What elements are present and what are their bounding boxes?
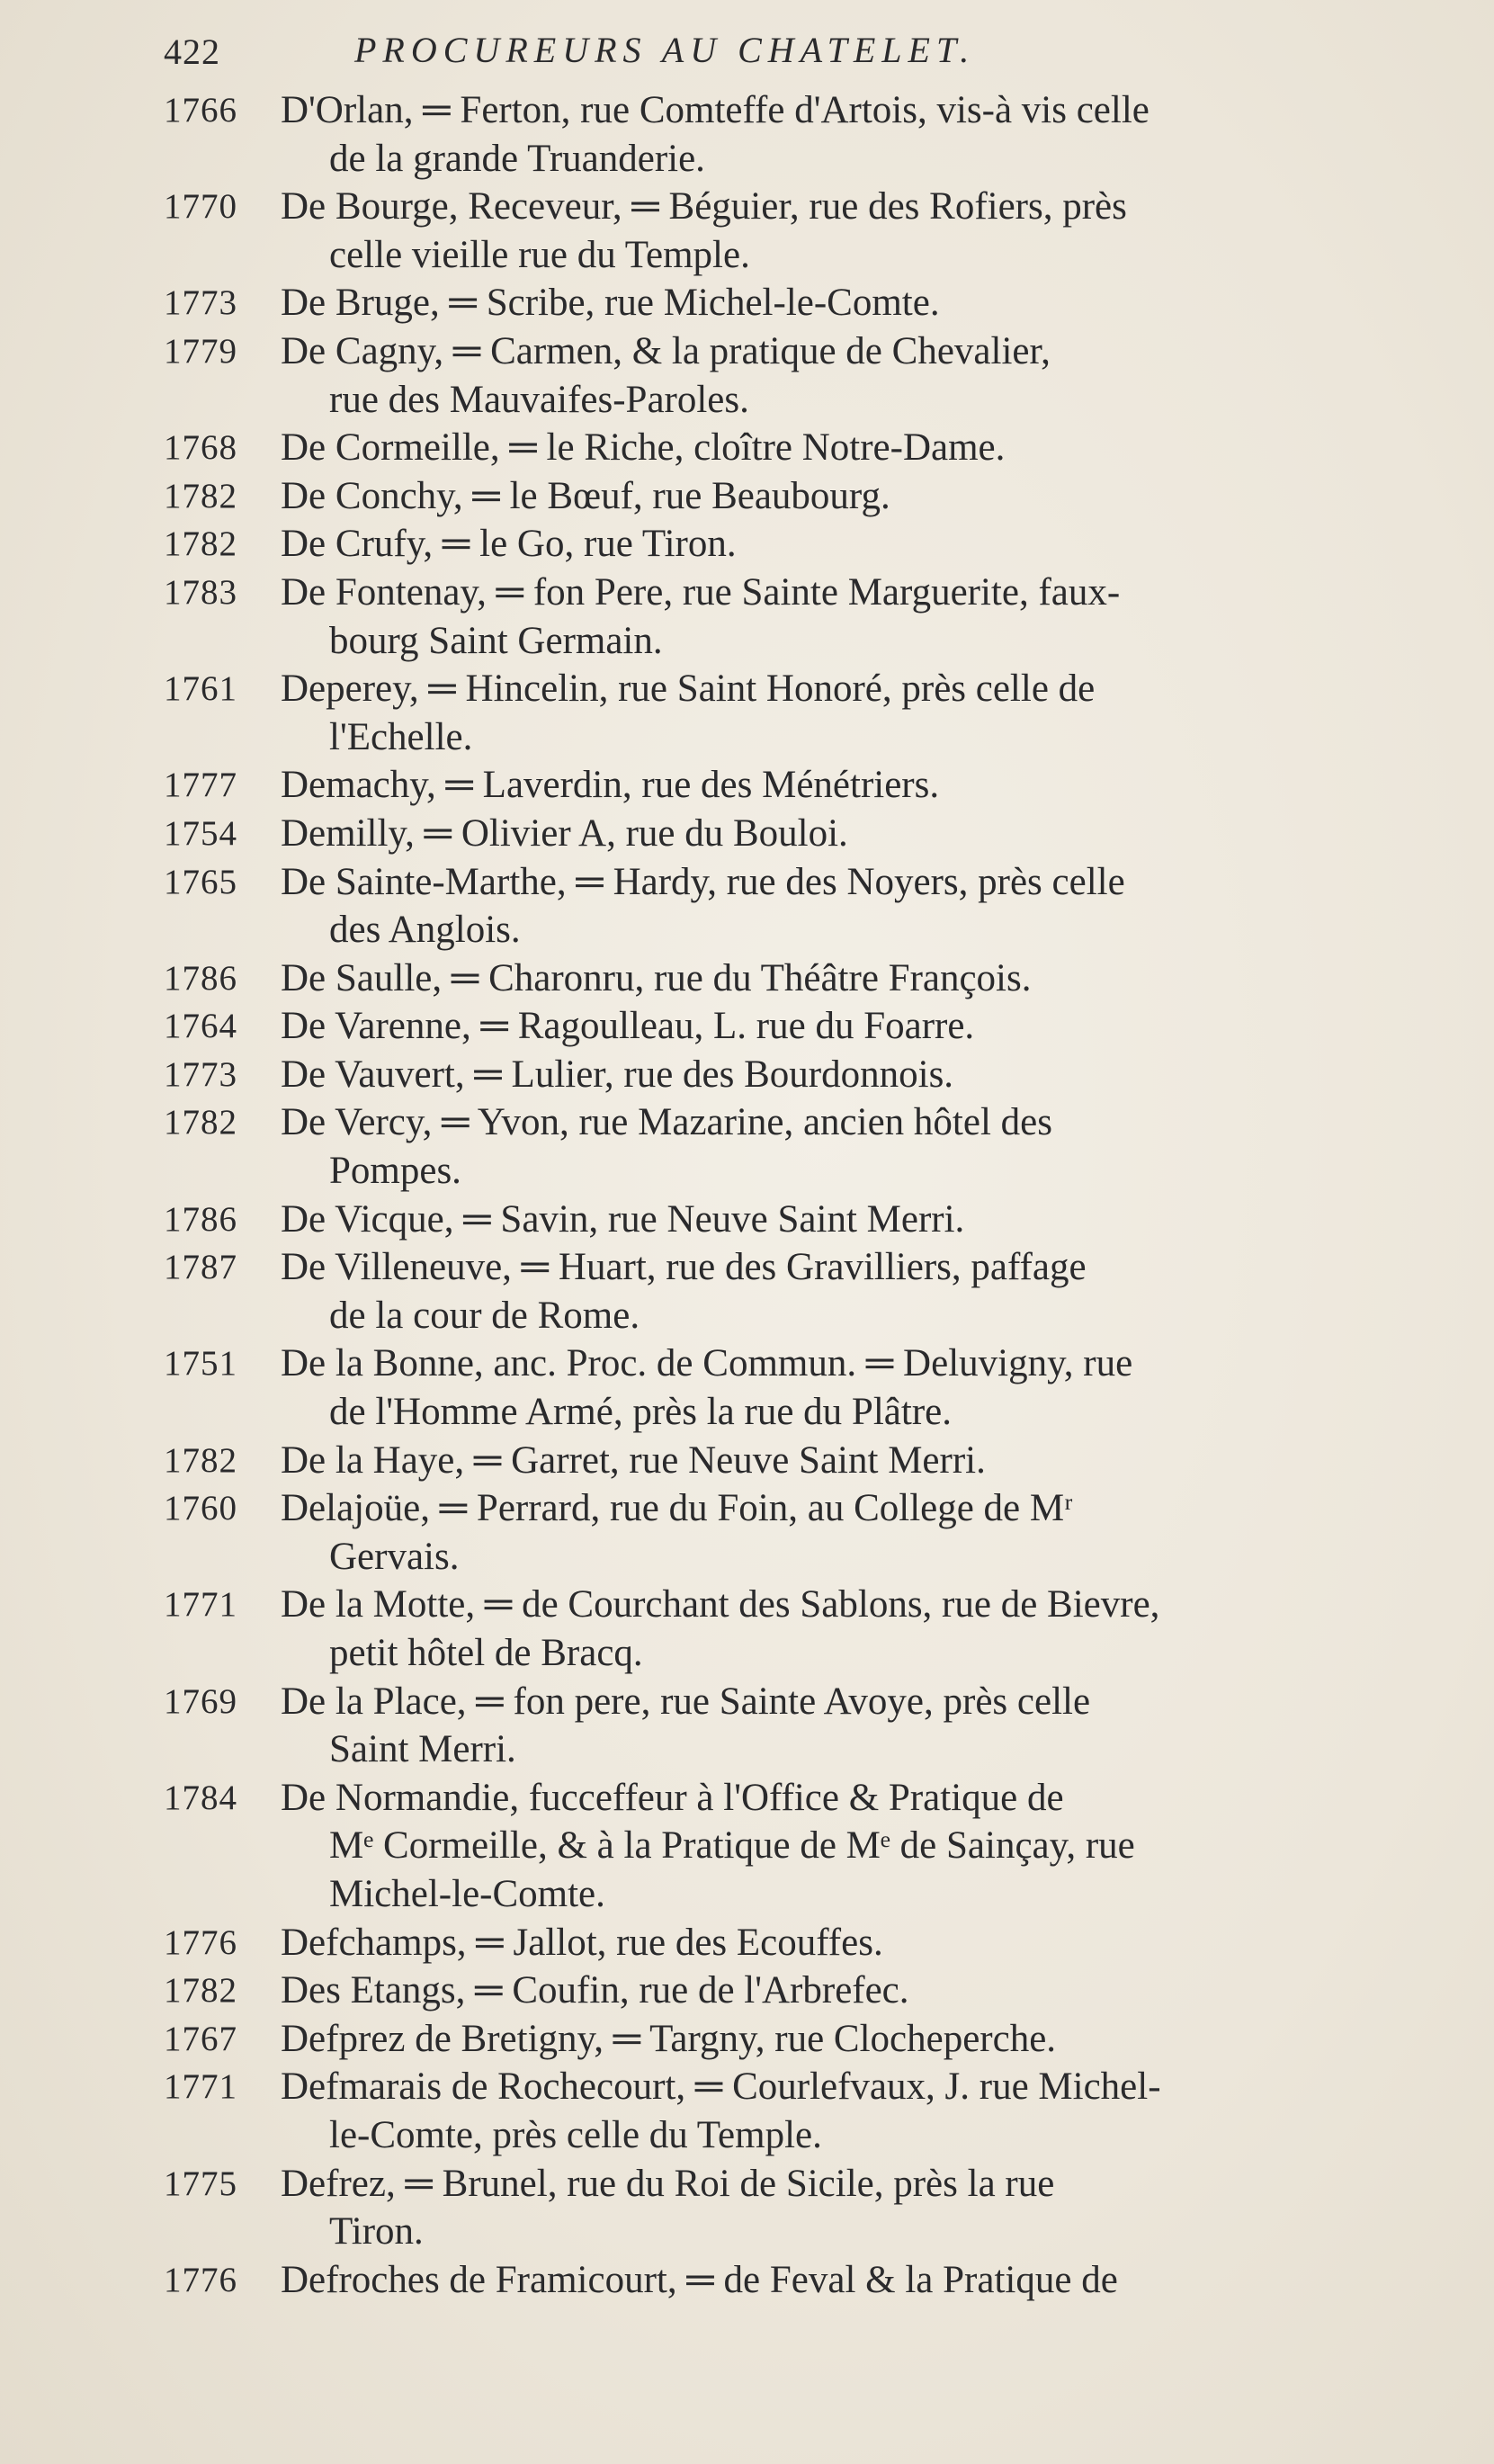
entry-year: 1761 [164,669,237,709]
entry-year: 1775 [164,2164,237,2203]
entry-year: 1766 [164,91,237,130]
list-item [164,1243,1450,1340]
list-item [164,1002,1450,1051]
entry-text: De la Place, ═ fon pere, rue Sainte Avoye, près celle [281,1680,1091,1723]
entry-year: 1764 [164,1007,237,1046]
entry-year: 1779 [164,331,237,371]
entry-text: De Crufy, ═ le Go, rue Tiron. [281,523,737,566]
entry-text: De Sainte-Marthe, ═ Hardy, rue des Noyers, près celle [281,860,1125,903]
entry-year: 1768 [164,428,237,468]
entry-year: 1760 [164,1489,237,1528]
list-item [164,1051,1450,1099]
entry-year: 1770 [164,187,237,227]
list-item [164,2063,1450,2159]
entry-text-continuation: de la cour de Rome. [329,1294,640,1337]
entry-text-continuation: Michel-le-Comte. [329,1872,605,1915]
entry-year: 1786 [164,1199,237,1239]
list-item [164,2015,1450,2064]
list-item [164,569,1450,665]
entry-text-continuation: rue des Mauvaifes-Paroles. [329,378,749,421]
list-item [164,183,1450,279]
entry-year: 1782 [164,476,237,515]
list-item [164,954,1450,1003]
list-item [164,1340,1450,1436]
entry-text: Defchamps, ═ Jallot, rue des Ecouffes. [281,1921,883,1964]
list-item [164,520,1450,569]
entry-year: 1771 [164,2067,237,2107]
entry-year: 1773 [164,1054,237,1094]
entry-text-continuation: Tiron. [329,2210,424,2253]
entry-year: 1782 [164,1103,237,1142]
entry-year: 1773 [164,283,237,323]
entry-text: De Cagny, ═ Carmen, & la pratique de Chevalier, [281,329,1051,372]
entry-year: 1776 [164,1922,237,1962]
entry-text: Defroches de Framicourt, ═ de Feval & la Pratique de [281,2258,1118,2301]
list-item [164,86,1450,183]
entry-text: D'Orlan, ═ Ferton, rue Comteffe d'Artois, vis-à vis celle [281,89,1150,131]
entry-year: 1765 [164,862,237,901]
entry-text: De Bruge, ═ Scribe, rue Michel-le-Comte. [281,282,940,325]
entry-text: Defprez de Bretigny, ═ Targny, rue Clocheperche. [281,2017,1057,2060]
entry-text: De la Motte, ═ de Courchant des Sablons, rue de Bievre, [281,1583,1160,1626]
entry-text-continuation: Mᵉ Cormeille, & à la Pratique de Mᵉ de Sainçay, rue [329,1824,1135,1868]
list-item [164,327,1450,424]
entry-text-continuation: des Anglois. [329,909,521,952]
entry-text: Des Etangs, ═ Coufin, rue de l'Arbrefec. [281,1969,909,2012]
list-item [164,472,1450,521]
entry-text: De la Haye, ═ Garret, rue Neuve Saint Merri. [281,1438,986,1482]
entry-text: Delajoüe, ═ Perrard, rue du Foin, au College de Mʳ [281,1487,1073,1530]
entry-list [164,86,1450,2304]
list-item [164,1196,1450,1244]
entry-year: 1777 [164,766,237,805]
entry-text: De Varenne, ═ Ragoulleau, L. rue du Foarre. [281,1005,975,1048]
list-item [164,1437,1450,1485]
entry-year: 1782 [164,1440,237,1480]
entry-text: Demachy, ═ Laverdin, rue des Ménétriers. [281,764,940,807]
entry-text: De Fontenay, ═ fon Pere, rue Sainte Marguerite, faux- [281,570,1121,614]
entry-text: De la Bonne, anc. Proc. de Commun. ═ Deluvigny, rue [281,1342,1133,1385]
list-item [164,424,1450,472]
entry-text-continuation: de la grande Truanderie. [329,137,705,180]
list-item [164,858,1450,954]
list-item [164,2160,1450,2256]
entry-year: 1767 [164,2019,237,2058]
entry-text: De Villeneuve, ═ Huart, rue des Gravilliers, paffage [281,1246,1087,1289]
entry-text: De Cormeille, ═ le Riche, cloître Notre-Dame. [281,426,1006,470]
entry-text: De Normandie, fucceffeur à l'Office & Pratique de [281,1776,1064,1819]
entry-year: 1751 [164,1344,237,1384]
entry-text-continuation: Pompes. [329,1150,461,1193]
page-header [164,25,1441,79]
entry-text: De Vercy, ═ Yvon, rue Mazarine, ancien hôtel des [281,1101,1052,1144]
entry-text: De Bourge, Receveur, ═ Béguier, rue des Rofiers, près [281,185,1127,228]
entry-text: Deperey, ═ Hincelin, rue Saint Honoré, près celle de [281,668,1096,711]
entry-year: 1776 [164,2260,237,2299]
entry-text-continuation: le-Comte, près celle du Temple. [329,2113,822,2156]
entry-text: De Conchy, ═ le Bœuf, rue Beaubourg. [281,474,890,517]
list-item [164,1678,1450,1774]
entry-year: 1782 [164,1971,237,2011]
list-item [164,810,1450,858]
entry-year: 1771 [164,1585,237,1625]
entry-year: 1783 [164,572,237,612]
entry-year: 1786 [164,958,237,998]
entry-text: Demilly, ═ Olivier A, rue du Bouloi. [281,811,848,855]
list-item [164,1774,1450,1919]
list-item [164,279,1450,327]
list-item [164,1581,1450,1677]
entry-text-continuation: Gervais. [329,1535,460,1578]
list-item [164,761,1450,810]
list-item [164,1098,1450,1195]
running-title: PROCUREURS AU CHATELET. [354,30,976,70]
entry-text-continuation: Saint Merri. [329,1728,516,1771]
list-item [164,665,1450,761]
entry-year: 1787 [164,1248,237,1287]
entry-year: 1754 [164,813,237,853]
list-item [164,1484,1450,1581]
entry-year: 1782 [164,524,237,564]
list-item [164,1919,1450,1967]
entry-text-continuation: bourg Saint Germain. [329,619,663,662]
entry-text-continuation: petit hôtel de Bracq. [329,1632,643,1674]
entry-text: De Vauvert, ═ Lulier, rue des Bourdonnois. [281,1053,954,1096]
entry-text-continuation: l'Echelle. [329,715,473,758]
entry-year: 1769 [164,1681,237,1721]
list-item [164,1967,1450,2015]
entry-text: Defrez, ═ Brunel, rue du Roi de Sicile, près la rue [281,2162,1055,2205]
entry-text: De Vicque, ═ Savin, rue Neuve Saint Merri. [281,1197,965,1241]
entry-text-continuation: celle vieille rue du Temple. [329,233,750,276]
entry-text: Defmarais de Rochecourt, ═ Courlefvaux, J. rue Michel- [281,2065,1161,2109]
page-number: 422 [164,31,220,72]
entry-year: 1784 [164,1778,237,1817]
entry-text: De Saulle, ═ Charonru, rue du Théâtre François. [281,956,1032,999]
list-item [164,2256,1450,2305]
entry-text-continuation: de l'Homme Armé, près la rue du Plâtre. [329,1391,952,1434]
